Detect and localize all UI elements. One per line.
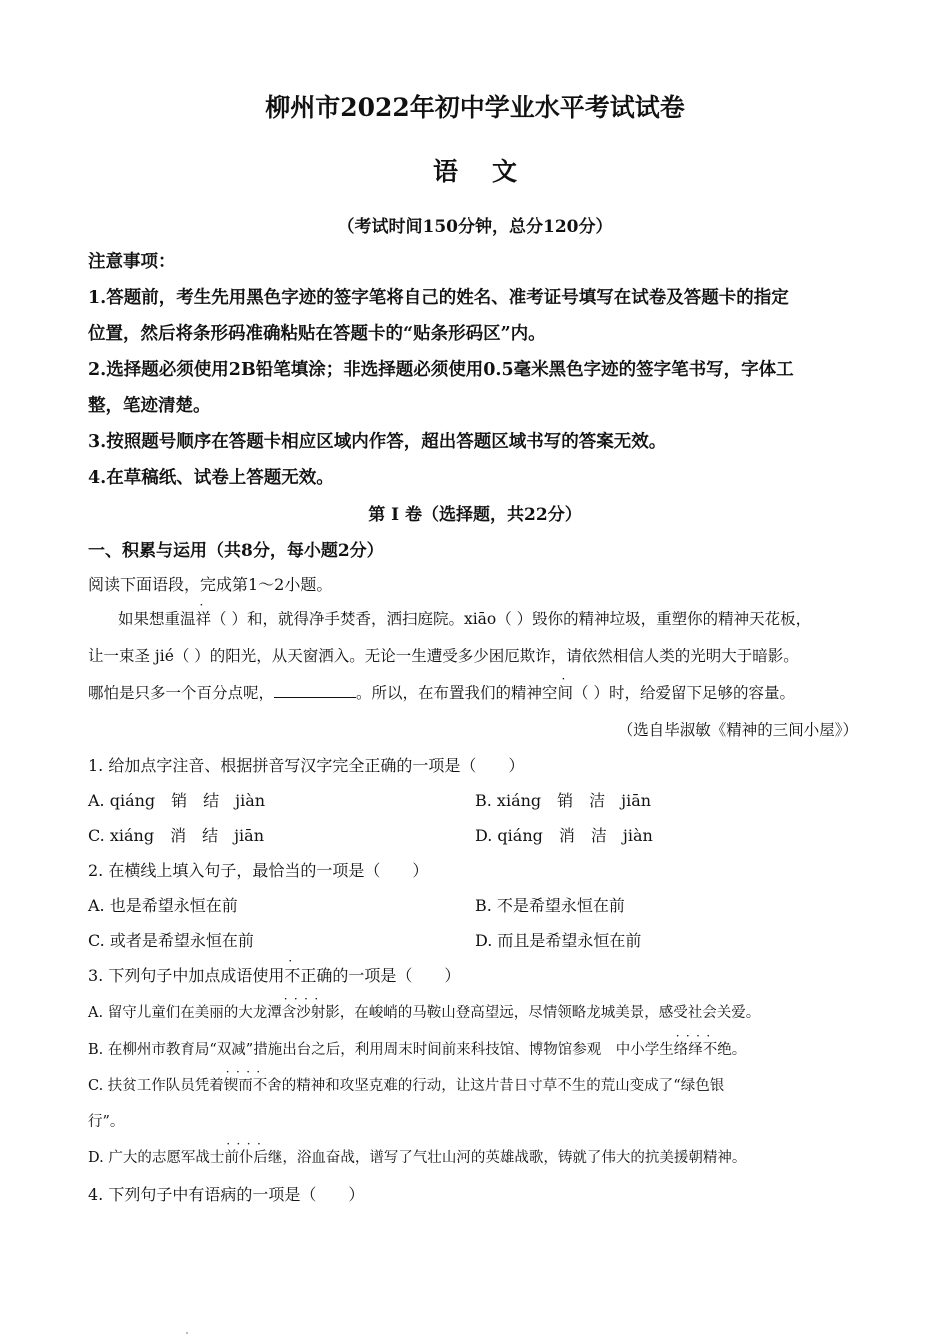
question-3-option-b bbox=[88, 1038, 746, 1059]
notice-item-2: 2.选择题必须使用2B铅笔填涂；非选择题必须使用0.5毫米黑色字迹的签字笔书写，字体工 bbox=[88, 360, 794, 380]
question-4-stem: 4. 下列句子中有语病的一项是（ ） bbox=[88, 1185, 365, 1204]
option-text: B. 在柳州市教育局“双减”措施出台之后，利用周末时间前来科技馆、博物馆参观 中小学生 bbox=[88, 1042, 674, 1058]
passage-text: （ ）时，给爱留下足够的容量。 bbox=[573, 684, 795, 702]
passage-text: 如果想重温 bbox=[118, 610, 196, 628]
option-text: D. 广大的志愿军战士 bbox=[88, 1150, 225, 1166]
question-1-option-a: A. qiáng 销 结 jiàn bbox=[88, 791, 266, 810]
exam-time-info: （考试时间150分钟，总分120分） bbox=[337, 217, 613, 237]
notice-item-4: 4.在草稿纸、试卷上答题无效。 bbox=[88, 468, 334, 488]
page-dot-mark bbox=[186, 1332, 188, 1334]
dotted-text: 不正 bbox=[284, 966, 317, 985]
reading-instruction: 阅读下面语段，完成第1～2小题。 bbox=[88, 575, 333, 594]
option-text: ，浴血奋战，谱写了气壮山河的英雄战歌，铸就了伟大的抗美援朝精神。 bbox=[282, 1150, 747, 1166]
fill-in-blank bbox=[274, 683, 356, 698]
question-1-stem: 1. 给加点字注音、根据拼音写汉字完全正确的一项是（ ） bbox=[88, 756, 525, 775]
question-2-option-a: A. 也是希望永恒在前 bbox=[88, 896, 238, 915]
question-3-option-d bbox=[88, 1146, 746, 1167]
option-text: ，在峻峭的马鞍山登高望远，尽情领略龙城美景，感受社会关爱。 bbox=[339, 1005, 761, 1021]
option-text: 。 bbox=[731, 1042, 747, 1058]
passage-line-1 bbox=[118, 607, 811, 629]
dotted-idiom: 前仆后继 · · · · bbox=[224, 1150, 282, 1166]
subject-title: 语文 bbox=[432, 157, 551, 186]
passage-text: （ ）和，就得净手焚香，洒扫庭院。xiāo（ ）毁你的精神垃圾，重塑你的精神天花板， bbox=[211, 610, 812, 628]
option-text: 的精神和攻坚克难的行动，让这片昔日寸草不生的荒山变成了“绿色银 bbox=[281, 1078, 725, 1094]
dotted-idiom: 锲而不舍 · · · · bbox=[224, 1078, 282, 1094]
notice-item-2-cont: 整，笔迹清楚。 bbox=[88, 396, 211, 416]
dotted-char: 祥 bbox=[195, 610, 212, 628]
exam-title: 柳州市2022年初中学业水平考试试卷 bbox=[265, 93, 685, 122]
question-3-option-c-cont: 行”。 bbox=[88, 1114, 125, 1130]
option-text: C. 扶贫工作队员凭着 bbox=[88, 1078, 224, 1094]
notice-item-1-cont: 位置，然后将条形码准确粘贴在答题卡的“贴条形码区”内。 bbox=[88, 324, 546, 344]
question-2-stem: 2. 在横线上填入句子，最恰当的一项是（ ） bbox=[88, 861, 429, 880]
notice-item-3: 3.按照题号顺序在答题卡相应区域内作答，超出答题区域书写的答案无效。 bbox=[88, 432, 667, 452]
dotted-char: 间 bbox=[557, 684, 574, 702]
option-text: A. 留守儿童们在美丽的大龙潭 bbox=[88, 1005, 282, 1021]
question-2-option-b: B. 不是希望永恒在前 bbox=[475, 896, 625, 915]
question-1-option-b: B. xiáng 销 洁 jiān bbox=[475, 791, 652, 810]
stem-text: 确的一项是（ ） bbox=[316, 966, 461, 985]
passage-line-2: 让一束圣 jié（ ）的阳光，从天窗洒入。无论一生遭受多少困厄欺诈，请依然相信人类的光明大于暗影。 bbox=[88, 647, 799, 665]
section-heading: 一、积累与运用（共8分，每小题2分） bbox=[88, 541, 384, 561]
question-1-option-d: D. qiáng 消 洁 jiàn bbox=[475, 826, 653, 845]
passage-source: （选自毕淑敏《精神的三间小屋》） bbox=[617, 721, 858, 739]
question-2-option-c: C. 或者是希望永恒在前 bbox=[88, 931, 254, 950]
passage-text: 。所以，在布置我们的精神空 bbox=[356, 684, 558, 702]
question-2-option-d: D. 而且是希望永恒在前 bbox=[475, 931, 642, 950]
question-3-stem bbox=[88, 963, 460, 986]
question-3-option-a bbox=[88, 1001, 760, 1022]
notice-heading: 注意事项： bbox=[88, 252, 176, 272]
passage-text: 哪怕是只多一个百分点呢， bbox=[88, 684, 275, 702]
stem-text: 3. 下列句子中加点成语使用 bbox=[88, 966, 285, 985]
question-1-option-c: C. xiáng 消 结 jiān bbox=[88, 826, 264, 845]
dotted-idiom: 含沙射影 · · · · bbox=[282, 1005, 340, 1021]
notice-item-1: 1.答题前，考生先用黑色字迹的签字笔将自己的姓名、准考证号填写在试卷及答题卡的指定 bbox=[88, 288, 789, 308]
dotted-idiom: 络绎不绝 · · · · bbox=[674, 1042, 732, 1058]
part1-heading: 第 Ⅰ 卷（选择题，共22分） bbox=[368, 505, 582, 525]
passage-line-3 bbox=[88, 681, 795, 703]
question-3-option-c bbox=[88, 1074, 724, 1095]
